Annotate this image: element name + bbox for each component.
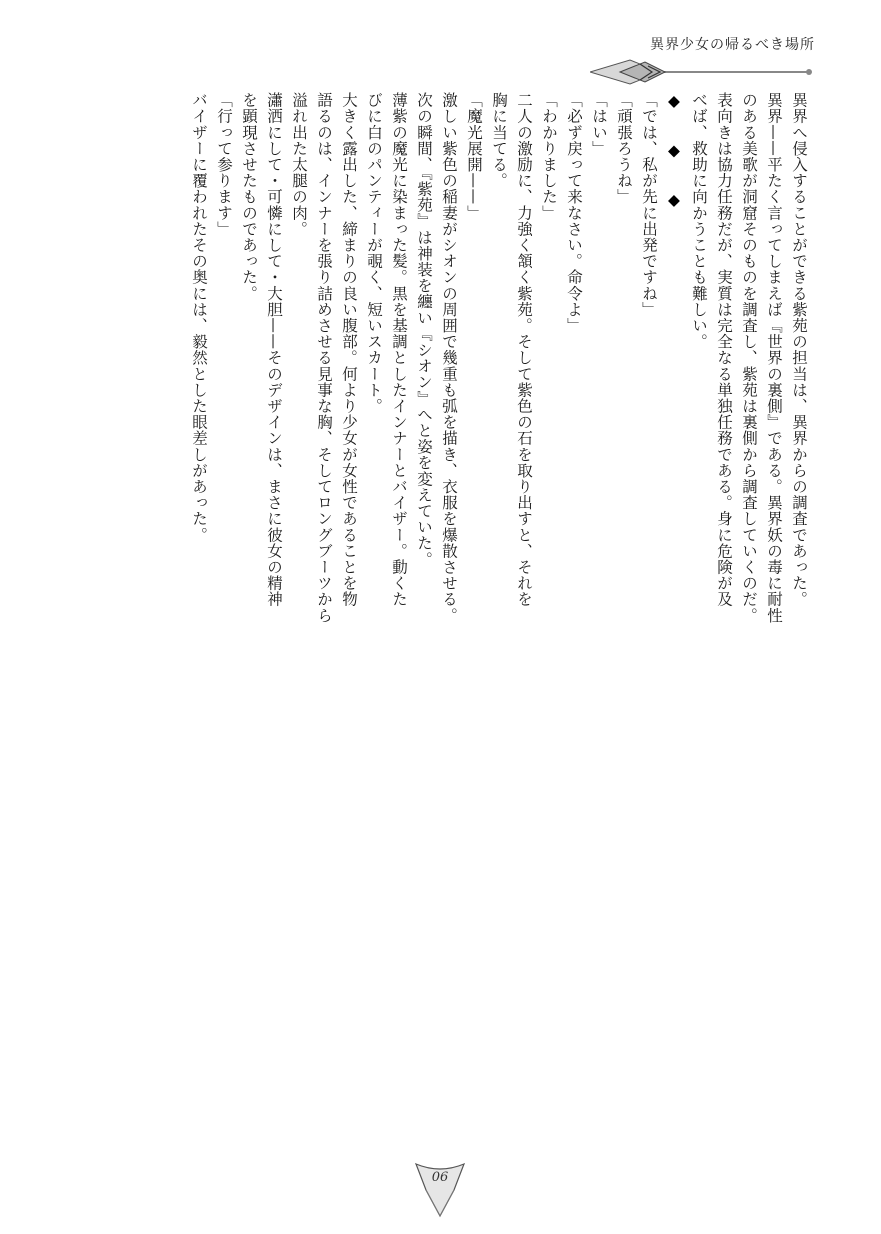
text-line: 溢れ出た太腿の肉。	[290, 92, 308, 237]
chevron-ornament-icon	[414, 1160, 466, 1220]
text-line: べば、救助に向かうことも難しい。	[690, 92, 708, 350]
text-line: 激しい紫色の稲妻がシオンの周囲で幾重も弧を描き、衣服を爆散させる。	[440, 92, 458, 624]
text-line: 「必ず戻って来なさい。命令よ」	[565, 92, 583, 334]
page-footer	[414, 1160, 466, 1220]
text-line: 異界——平たく言ってしまえば『世界の裏側』である。異界妖の毒に耐性	[765, 92, 783, 624]
page-number: 06	[431, 1170, 449, 1185]
text-line: 「はい」	[590, 92, 608, 157]
book-title: 異界少女の帰るべき場所	[650, 37, 815, 53]
text-line: びに白のパンティーが覗く、短いスカート。	[365, 92, 383, 414]
section-break: ◆ ◆ ◆	[665, 92, 683, 217]
text-line: 「頑張ろうね」	[615, 92, 633, 205]
text-line: 薄紫の魔光に染まった髪。黒を基調としたインナーとバイザー。動くた	[390, 92, 408, 608]
text-line: 異界へ侵入することができる紫苑の担当は、異界からの調査であった。	[790, 92, 808, 608]
text-line: 瀟洒にして・可憐にして・大胆——そのデザインは、まさに彼女の精神	[265, 92, 283, 608]
text-line: のある美歌が洞窟そのものを調査し、紫苑は裏側から調査していくのだ。	[740, 92, 758, 624]
text-line: 表向きは協力任務だが、実質は完全なる単独任務である。身に危険が及	[715, 92, 733, 608]
text-line: を顕現させたものであった。	[240, 92, 258, 302]
text-line: 語るのは、インナーを張り詰めさせる見事な胸、そしてロングブーツから	[315, 92, 333, 624]
text-line: 二人の激励に、力強く頷く紫苑。そして紫色の石を取り出すと、それを	[515, 92, 533, 608]
text-line: 大きく露出した、締まりの良い腹部。何より少女が女性であることを物	[340, 92, 358, 608]
text-line: 「わかりました」	[540, 92, 558, 221]
text-line: 「行って参ります」	[215, 92, 233, 237]
text-line: 「魔光展開——」	[465, 92, 483, 221]
text-line: 次の瞬間、『紫苑』は神装を纏い『シオン』へと姿を変えていた。	[415, 92, 433, 568]
text-line: 胸に当てる。	[490, 92, 508, 189]
running-header	[590, 34, 820, 94]
novel-body	[186, 92, 811, 632]
spear-ornament-icon	[590, 50, 815, 94]
text-line: バイザーに覆われたその奥には、毅然とした眼差しがあった。	[190, 92, 208, 543]
text-line: 「では、私が先に出発ですね」	[640, 92, 658, 318]
